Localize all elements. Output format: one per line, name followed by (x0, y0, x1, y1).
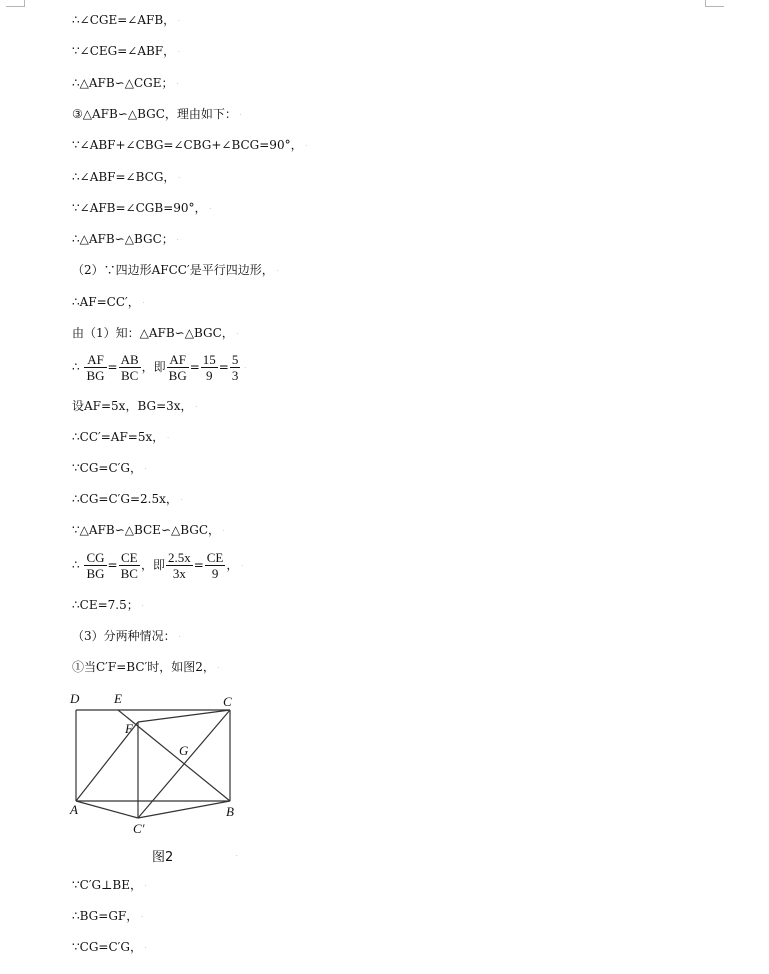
solution-line: ∵∠ABF+∠CBG=∠CBG+∠BCG=90°， . (72, 138, 308, 152)
solution-line: ∴BG=GF， . (72, 909, 143, 923)
segment-AC-prime (76, 801, 138, 818)
segment-C-prime-B (138, 801, 230, 818)
fraction-line: ∴ $\frac{CG}{BG}$ = $\frac{CE}{BC}$ ，即 $\frac{2.5x}{3x}$ = $\frac{CE}{9}$ ， . (72, 550, 243, 581)
solution-line: ∴△AFB∽△BGC； . (72, 232, 179, 246)
point-label-E: E (114, 691, 122, 706)
solution-line: ∴CG=C′G=2.5x， . (72, 492, 183, 506)
solution-line: ③△AFB∽△BGC，理由如下： . (72, 107, 242, 121)
solution-line: ∴CE=7.5； . (72, 598, 144, 612)
solution-line: ∴CC′=AF=5x， . (72, 430, 169, 444)
point-label-G: G (179, 743, 189, 758)
fraction: $\frac{AB}{BC}$ (120, 352, 139, 383)
segment-CC-prime (138, 710, 230, 818)
solution-line: 设AF=5x，BG=3x， . (72, 399, 198, 413)
solution-line: ∴△AFB∽△CGE； . (72, 76, 179, 90)
point-label-B: B (226, 804, 234, 819)
solution-line: ∴∠ABF=∠BCG， . (72, 170, 181, 184)
point-label-C-prime: C′ (133, 821, 145, 836)
solution-line: ∵∠AFB=∠CGB=90°， . (72, 201, 212, 215)
solution-line: ①当C′F=BC′时，如图2， . (72, 660, 220, 674)
fraction-line: ∴ $\frac{AF}{BG}$ = $\frac{AB}{BC}$ ，即 $\frac{AF}{BG}$ = $\frac{15}{9}$ = $\frac{5}{3}$ . (72, 352, 246, 383)
solution-line: （3）分两种情况： . (72, 629, 181, 643)
geometry-figure (66, 688, 256, 848)
figure-caption: 图2 (152, 850, 174, 865)
solution-line: ∴AF=CC′， . (72, 295, 145, 309)
solution-line: ∵CG=C′G， . (72, 461, 147, 475)
page-corner-mark-left (6, 0, 25, 7)
fraction: $\frac{AF}{BG}$ (168, 352, 187, 383)
fraction: $\frac{CE}{BC}$ (120, 550, 138, 581)
fraction: $\frac{AF}{BG}$ (86, 352, 105, 383)
segment-EB (118, 710, 230, 801)
solution-line: ∵△AFB∽△BCE∽△BGC， . (72, 523, 225, 537)
fraction: $\frac{CE}{9}$ (206, 550, 224, 581)
point-label-C: C (223, 694, 232, 709)
point-label-D: D (70, 691, 80, 706)
point-label-A: A (70, 802, 78, 817)
solution-line: （2）∵四边形AFCC′是平行四边形， . (72, 263, 279, 277)
fraction: $\frac{15}{9}$ (202, 352, 216, 383)
solution-line: ∵CG=C′G， . (72, 940, 147, 954)
fraction: $\frac{2.5x}{3x}$ (167, 550, 191, 581)
page-corner-mark-right (705, 0, 724, 7)
solution-line: ∵∠CEG=∠ABF， . (72, 44, 180, 58)
segment-FC (138, 710, 230, 722)
fraction: $\frac{5}{3}$ (231, 352, 239, 383)
solution-line: ∵C′G⊥BE， . (72, 878, 147, 892)
point-label-F: F (125, 721, 133, 736)
fraction: $\frac{CG}{BG}$ (86, 550, 105, 581)
solution-line: ∴∠CGE=∠AFB， . (72, 13, 180, 27)
paragraph-mark: . (236, 852, 238, 858)
solution-line: 由（1）知：△AFB∽△BGC， . (72, 326, 239, 340)
